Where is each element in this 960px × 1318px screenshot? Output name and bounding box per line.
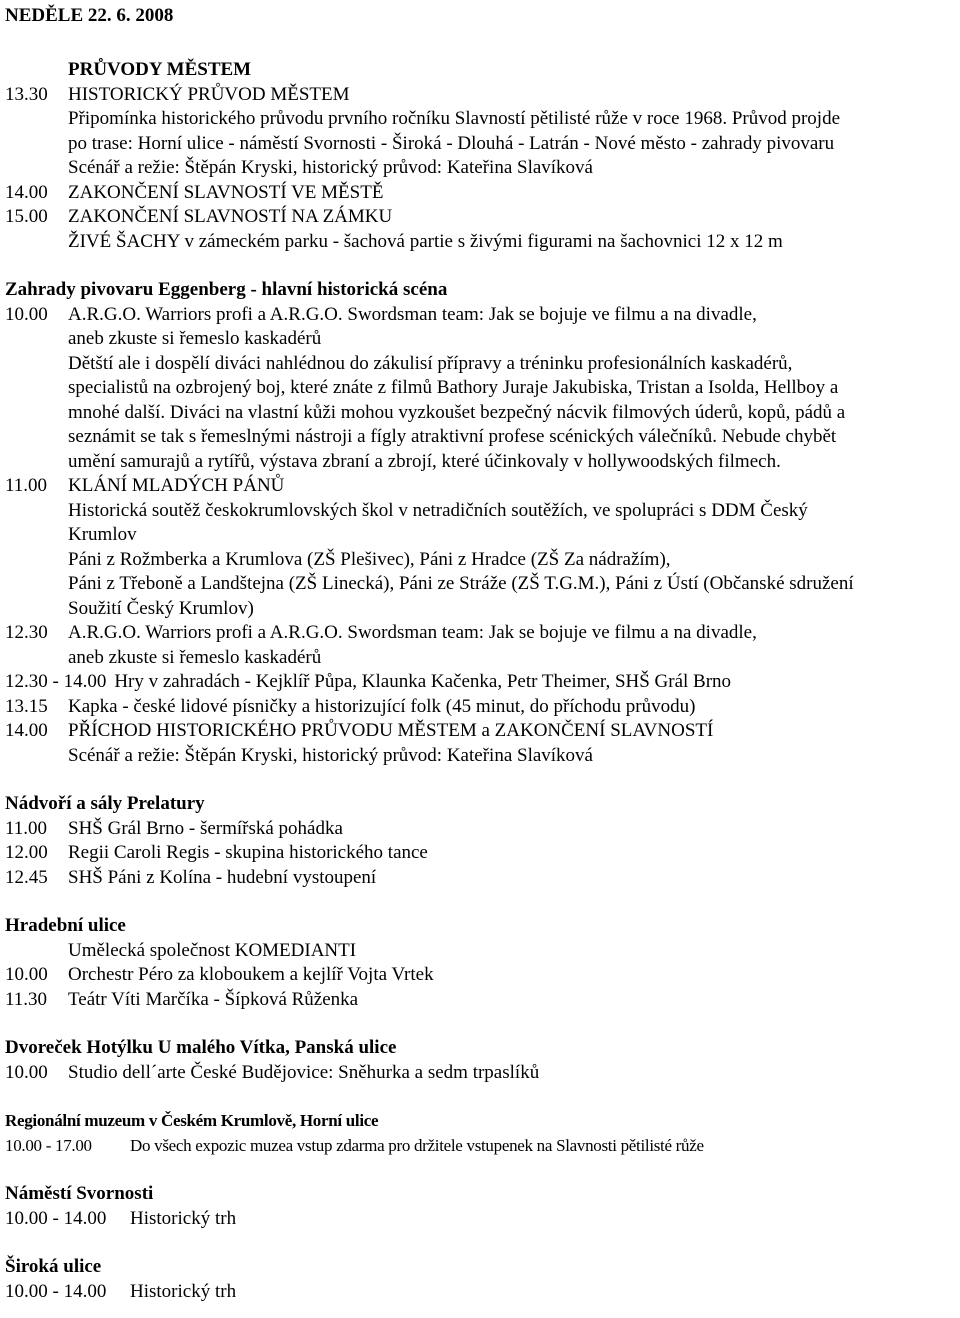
time: 12.30 - 14.00 — [5, 671, 107, 692]
program-title: ZAKONČENÍ SLAVNOSTÍ VE MĚSTĚ — [68, 181, 384, 203]
program-text: Kapka - české lidové písničky a historizující folk (45 minut, do příchodu průvodu) — [68, 695, 696, 717]
sections-container — [5, 278, 960, 1304]
program-row — [5, 1280, 960, 1305]
time — [5, 939, 68, 964]
venue-heading: Dvoreček Hotýlku U malého Vítka, Panská ulice — [5, 1037, 397, 1058]
description-line: aneb zkuste si řemeslo kaskadérů — [68, 646, 322, 668]
program-row — [5, 817, 960, 842]
venue-heading: Náměstí Svornosti — [5, 1183, 154, 1204]
venue-section — [5, 1255, 960, 1304]
description-line: Soužití Český Krumlov) — [68, 597, 254, 619]
time: 14.00 — [5, 181, 48, 203]
program-text: KLÁNÍ MLADÝCH PÁNŮ — [68, 475, 285, 496]
program-text: A.R.G.O. Warriors profi a A.R.G.O. Swordsman team: Jak se bojuje ve filmu a na divadle, — [68, 622, 757, 643]
program-row — [5, 181, 960, 206]
description-line: seznámit se tak s řemeslnými nástroji a fígly atraktivní profese scénických válečníků. Nebude chybět — [68, 426, 837, 447]
time: 12.45 — [5, 866, 48, 888]
time: 12.00 — [5, 842, 48, 863]
program-row — [5, 621, 960, 646]
time: 11.00 — [5, 475, 48, 496]
description-line: Historická soutěž českokrumlovských škol v netradičních soutěžích, ve spolupráci s DDM Český — [68, 499, 808, 521]
program-text: Studio dell´arte České Budějovice: Sněhurka a sedm trpaslíků — [68, 1061, 540, 1083]
venue-section — [5, 914, 960, 1012]
description-line: Páni z Rožmberka a Krumlova (ZŠ Plešivec), Páni z Hradce (ZŠ Za nádražím), — [68, 548, 671, 570]
description-line: ŽIVÉ ŠACHY v zámeckém parku - šachová partie s živými figurami na šachovnici 12 x 12 m — [68, 230, 783, 252]
program-row — [5, 670, 960, 695]
venue-heading: Zahrady pivovaru Eggenberg - hlavní historická scéna — [5, 279, 448, 300]
program-row — [5, 695, 960, 720]
time: 15.00 — [5, 206, 48, 227]
description-line: po trase: Horní ulice - náměstí Svornosti - Široká - Dlouhá - Latrán - Nové město - zahrady pivovaru — [68, 132, 835, 154]
program-text: Hry v zahradách - Kejklíř Půpa, Klaunka Kačenka, Petr Theimer, SHŠ Grál Brno — [114, 671, 732, 692]
time: 11.30 — [5, 988, 48, 1010]
venue-section — [5, 278, 960, 768]
program-text: Do všech expozic muzea vstup zdarma pro držitele vstupenek na Slavnosti pětilisté růže — [130, 1135, 704, 1155]
description-line: Scénář a režie: Štěpán Kryski, historický průvod: Kateřina Slavíková — [68, 744, 593, 766]
time: 13.30 — [5, 83, 48, 105]
processions-block — [5, 58, 960, 254]
program-text: Historický trh — [130, 1207, 237, 1229]
program-text: PŘÍCHOD HISTORICKÉHO PRŮVODU MĚSTEM a ZAKONČENÍ SLAVNOSTÍ — [68, 720, 714, 741]
time: 13.15 — [5, 695, 48, 717]
program-page — [0, 4, 960, 1318]
venue-heading: Hradební ulice — [5, 915, 126, 936]
day-title: NEDĚLE 22. 6. 2008 — [5, 5, 174, 26]
time: 12.30 — [5, 622, 48, 643]
time: 10.00 - 17.00 — [5, 1135, 92, 1155]
program-row — [5, 988, 960, 1013]
program-row — [5, 963, 960, 988]
description-line: mnohé další. Diváci na vlastní kůži mohou vyzkoušet bezpečný nácvik filmových úderů, kopů, pádů a — [68, 401, 846, 423]
venue-section — [5, 1036, 960, 1085]
venue-section — [5, 1182, 960, 1231]
program-text: SHŠ Grál Brno - šermířská pohádka — [68, 817, 343, 839]
venue-heading: Nádvoří a sály Prelatury — [5, 793, 205, 814]
program-title: HISTORICKÝ PRŮVOD MĚSTEM — [68, 83, 350, 105]
description-line: Krumlov — [68, 524, 137, 545]
program-text: Historický trh — [130, 1280, 237, 1302]
program-row — [5, 1134, 960, 1159]
program-text: A.R.G.O. Warriors profi a A.R.G.O. Swordsman team: Jak se bojuje ve filmu a na divadle, — [68, 303, 757, 325]
program-text: Orchestr Péro za kloboukem a kejlíř Vojta Vrtek — [68, 964, 434, 985]
description-line: aneb zkuste si řemeslo kaskadérů — [68, 328, 322, 349]
time: 10.00 - 14.00 — [5, 1207, 107, 1229]
time: 10.00 — [5, 1061, 48, 1083]
time: 14.00 — [5, 720, 48, 741]
program-row — [5, 1061, 960, 1086]
venue-section — [5, 792, 960, 890]
time: 11.00 — [5, 817, 48, 839]
program-row — [5, 303, 960, 328]
time: 10.00 - 14.00 — [5, 1280, 107, 1302]
program-text: Umělecká společnost KOMEDIANTI — [68, 939, 357, 961]
program-row — [5, 205, 960, 230]
time: 10.00 — [5, 303, 48, 325]
program-text: SHŠ Páni z Kolína - hudební vystoupení — [68, 866, 377, 888]
processions-heading: PRŮVODY MĚSTEM — [68, 59, 252, 80]
program-row — [5, 719, 960, 744]
description-line: specialistů na ozbrojený boj, které znáte z filmů Bathory Juraje Jakubiska, Tristan a Isolda, Hellboy a — [68, 377, 839, 398]
description-line: umění samurajů a rytířů, výstava zbraní a zbrojí, které účinkovaly v hollywoodských filmech. — [68, 450, 781, 472]
description-line: Páni z Třeboně a Landštejna (ZŠ Linecká), Páni ze Stráže (ZŠ T.G.M.), Páni z Ústí (Občanské sdružení — [68, 573, 854, 594]
venue-heading: Široká ulice — [5, 1256, 102, 1277]
description-line: Připomínka historického průvodu prvního ročníku Slavností pětilisté růže v roce 1968. Průvod projde — [68, 108, 841, 129]
venue-section — [5, 1109, 960, 1158]
description-line: Scénář a režie: Štěpán Kryski, historický průvod: Kateřina Slavíková — [68, 157, 593, 178]
venue-heading: Regionální muzeum v Českém Krumlově, Horní ulice — [5, 1111, 379, 1130]
program-title: ZAKONČENÍ SLAVNOSTÍ NA ZÁMKU — [68, 206, 393, 227]
program-text: Teátr Víti Marčíka - Šípková Růženka — [68, 988, 359, 1010]
program-row — [5, 474, 960, 499]
program-row — [5, 841, 960, 866]
description-line: Dětští ale i dospělí diváci nahlédnou do zákulisí přípravy a tréninku profesionálních kaskadérů, — [68, 352, 793, 374]
program-row — [5, 866, 960, 891]
time: 10.00 — [5, 964, 48, 985]
program-row — [5, 939, 960, 964]
program-row — [5, 1207, 960, 1232]
program-row — [5, 83, 960, 108]
program-text: Regii Caroli Regis - skupina historického tance — [68, 842, 428, 863]
